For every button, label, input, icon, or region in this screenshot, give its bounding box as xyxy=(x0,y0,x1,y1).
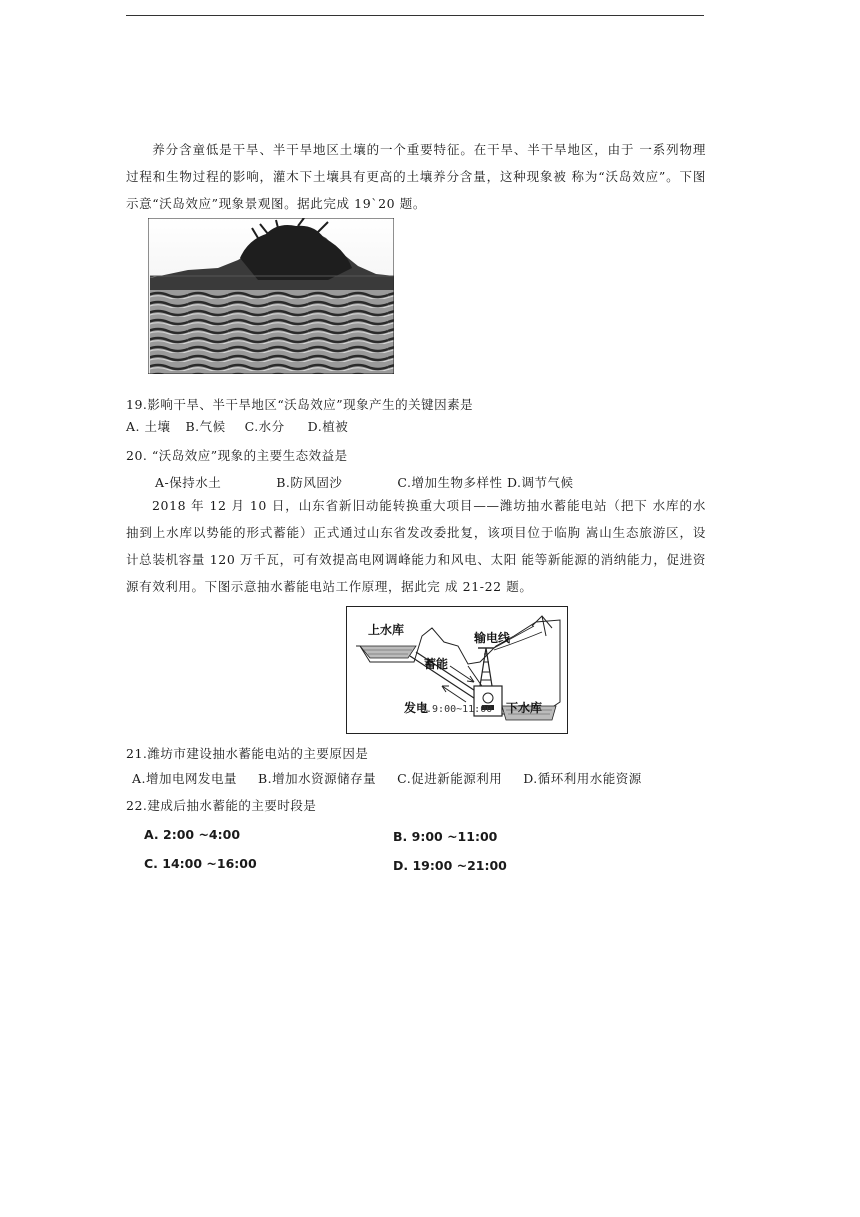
q19-option-b[interactable]: B.气候 xyxy=(185,419,226,434)
label-lower-reservoir: 下水库 xyxy=(506,701,543,715)
q20-option-c[interactable]: C.增加生物多样性 xyxy=(397,475,503,490)
q22-option-b[interactable]: B. 9:00 ~11:00 xyxy=(393,829,498,844)
label-power-line: 输电线 xyxy=(474,631,511,645)
label-storage: 蓄能 xyxy=(424,657,449,671)
q21-option-d[interactable]: D.循环利用水能资源 xyxy=(523,771,642,786)
q22-option-c[interactable]: C. 14:00 ~16:00 xyxy=(144,856,257,871)
pumped-storage-diagram xyxy=(346,606,568,734)
q19-option-a[interactable]: A. 土壤 xyxy=(126,419,171,434)
overlay-text: B.9:00~11:00 xyxy=(420,704,493,715)
q22-option-a[interactable]: A. 2:00 ~4:00 xyxy=(144,827,241,842)
q20-option-a[interactable]: A-保持水土 xyxy=(155,475,222,490)
label-generation: 发电 xyxy=(404,701,429,715)
q19-option-d[interactable]: D.植被 xyxy=(307,419,349,434)
q21-option-b[interactable]: B.增加水资源储存量 xyxy=(257,771,377,786)
passage-oasis-effect xyxy=(126,136,706,217)
q19-option-c[interactable]: C.水分 xyxy=(244,419,285,434)
q21-option-a[interactable]: A.增加电网发电量 xyxy=(132,771,238,786)
q19-stem: 19.影响干旱、半干旱地区“沃岛效应”现象产生的关键因素是 xyxy=(126,397,474,412)
q22-option-d[interactable]: D. 19:00 ~21:00 xyxy=(393,858,507,873)
label-upper-reservoir: 上水库 xyxy=(368,623,405,637)
passage-pumped-storage xyxy=(126,492,706,600)
q21-option-c[interactable]: C.促进新能源利用 xyxy=(397,771,503,786)
q21-options xyxy=(132,769,642,787)
q20-options xyxy=(155,473,574,491)
passage-oasis-effect-text: 养分含童低是干旱、半干旱地区土壤的一个重要特征。在干旱、半干旱地区，由于 一系列物理过程和生物过程的影响，灌木下土壤具有更高的土壤养分含量，这种现象被 称为“沃岛效应”。下图示意“沃岛效应”现象景观图。据此完成 19`20 题。 xyxy=(126,142,706,211)
q19-options xyxy=(126,417,348,435)
q20-option-d[interactable]: D.调节气候 xyxy=(506,475,574,490)
passage-pumped-storage-text: 2018 年 12 月 10 日，山东省新旧动能转换重大项目——潍坊抽水蓄能电站（把下 水库的水抽到上水库以势能的形式蓄能）正式通过山东省发改委批复，该项目位于临朐 嵩山生态旅游区，设计总装机容量 120 万千瓦，可有效提高电网调峰能力和风电、太阳 能等新能源的消纳能力，促进资源有效利用。下图示意抽水蓄能电站工作原理，据此完 成 21-22 题。 xyxy=(126,498,706,594)
q20-option-b[interactable]: B.防风固沙 xyxy=(276,475,343,490)
shrub-dune-photo xyxy=(148,218,394,374)
header-rule xyxy=(126,15,704,16)
q20-stem: 20. “沃岛效应”现象的主要生态效益是 xyxy=(126,448,348,463)
q22-stem: 22.建成后抽水蓄能的主要时段是 xyxy=(126,798,317,813)
q21-stem: 21.潍坊市建设抽水蓄能电站的主要原因是 xyxy=(126,746,369,761)
